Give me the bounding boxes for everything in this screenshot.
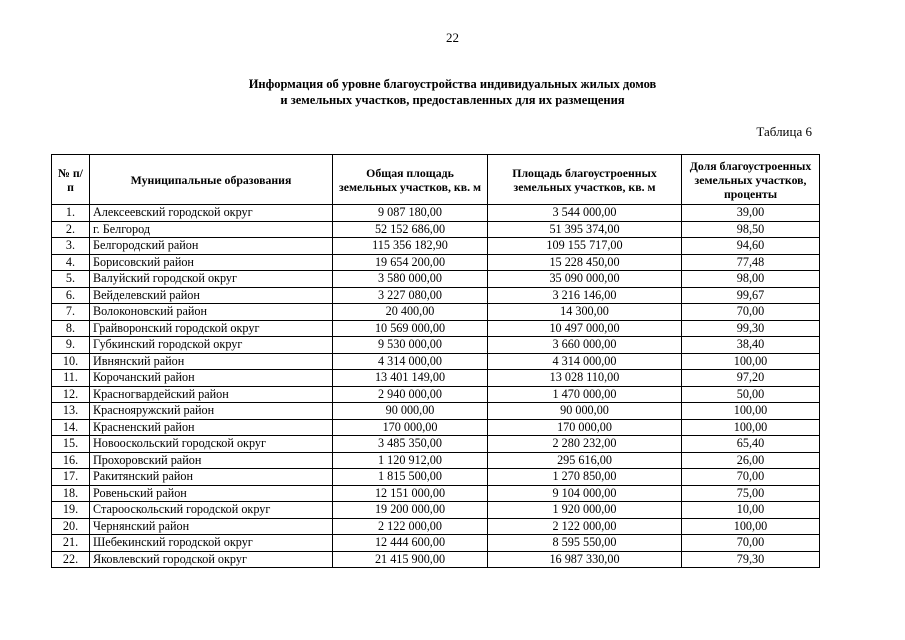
improved-share-cell: 100,00 [682, 419, 820, 436]
table-row [52, 535, 820, 552]
row-number-cell: 14. [52, 419, 90, 436]
municipality-name-cell: Ивнянский район [90, 353, 333, 370]
table-row [52, 370, 820, 387]
improved-share-cell: 98,00 [682, 271, 820, 288]
improved-share-cell: 10,00 [682, 502, 820, 519]
row-number-cell: 19. [52, 502, 90, 519]
improved-area-cell: 4 314 000,00 [488, 353, 682, 370]
improved-area-cell: 9 104 000,00 [488, 485, 682, 502]
row-number-cell: 22. [52, 551, 90, 568]
document-title [0, 76, 905, 108]
total-area-cell: 115 356 182,90 [333, 238, 488, 255]
improved-area-cell: 90 000,00 [488, 403, 682, 420]
row-number-cell: 12. [52, 386, 90, 403]
header-improved-area: Площадь благоустроенных земельных участков, кв. м [488, 155, 682, 205]
improved-share-cell: 94,60 [682, 238, 820, 255]
improved-area-cell: 10 497 000,00 [488, 320, 682, 337]
header-share: Доля благоустроенных земельных участков, проценты [682, 155, 820, 205]
improved-share-cell: 70,00 [682, 535, 820, 552]
total-area-cell: 13 401 149,00 [333, 370, 488, 387]
improved-share-cell: 79,30 [682, 551, 820, 568]
improved-share-cell: 65,40 [682, 436, 820, 453]
improved-share-cell: 75,00 [682, 485, 820, 502]
improved-area-cell: 16 987 330,00 [488, 551, 682, 568]
table-row [52, 403, 820, 420]
row-number-cell: 7. [52, 304, 90, 321]
total-area-cell: 3 227 080,00 [333, 287, 488, 304]
row-number-cell: 4. [52, 254, 90, 271]
table-row [52, 485, 820, 502]
improved-share-cell: 99,30 [682, 320, 820, 337]
table-label: Таблица 6 [756, 124, 812, 139]
row-number-cell: 21. [52, 535, 90, 552]
header-name: Муниципальные образования [90, 155, 333, 205]
municipality-name-cell: г. Белгород [90, 221, 333, 238]
table-row [52, 254, 820, 271]
improved-share-cell: 70,00 [682, 304, 820, 321]
table-row [52, 304, 820, 321]
row-number-cell: 9. [52, 337, 90, 354]
total-area-cell: 3 580 000,00 [333, 271, 488, 288]
row-number-cell: 15. [52, 436, 90, 453]
municipality-name-cell: Прохоровский район [90, 452, 333, 469]
municipality-name-cell: Белгородский район [90, 238, 333, 255]
improved-area-cell: 51 395 374,00 [488, 221, 682, 238]
page-number: 22 [446, 30, 459, 45]
table-row [52, 386, 820, 403]
improved-area-cell: 3 660 000,00 [488, 337, 682, 354]
total-area-cell: 19 654 200,00 [333, 254, 488, 271]
total-area-cell: 1 815 500,00 [333, 469, 488, 486]
municipality-name-cell: Вейделевский район [90, 287, 333, 304]
improved-share-cell: 70,00 [682, 469, 820, 486]
table-body [52, 205, 820, 568]
municipality-name-cell: Алексеевский городской округ [90, 205, 333, 222]
municipality-name-cell: Новооскольский городской округ [90, 436, 333, 453]
total-area-cell: 4 314 000,00 [333, 353, 488, 370]
row-number-cell: 3. [52, 238, 90, 255]
table-row [52, 205, 820, 222]
improved-area-cell: 3 216 146,00 [488, 287, 682, 304]
improved-share-cell: 100,00 [682, 403, 820, 420]
total-area-cell: 170 000,00 [333, 419, 488, 436]
header-num: № п/п [52, 155, 90, 205]
table-row [52, 320, 820, 337]
improved-share-cell: 77,48 [682, 254, 820, 271]
municipality-name-cell: Яковлевский городской округ [90, 551, 333, 568]
table-row [52, 221, 820, 238]
improved-share-cell: 39,00 [682, 205, 820, 222]
municipality-name-cell: Старооскольский городской округ [90, 502, 333, 519]
table-row [52, 452, 820, 469]
improved-share-cell: 99,67 [682, 287, 820, 304]
improved-share-cell: 100,00 [682, 353, 820, 370]
municipality-name-cell: Ровеньский район [90, 485, 333, 502]
improved-area-cell: 3 544 000,00 [488, 205, 682, 222]
row-number-cell: 2. [52, 221, 90, 238]
municipality-name-cell: Краснояружский район [90, 403, 333, 420]
total-area-cell: 3 485 350,00 [333, 436, 488, 453]
improved-area-cell: 14 300,00 [488, 304, 682, 321]
table-row [52, 551, 820, 568]
total-area-cell: 19 200 000,00 [333, 502, 488, 519]
table-row [52, 419, 820, 436]
municipality-name-cell: Красногвардейский район [90, 386, 333, 403]
total-area-cell: 21 415 900,00 [333, 551, 488, 568]
title-line-1: Информация об уровне благоустройства индивидуальных жилых домов [248, 77, 657, 91]
improved-area-cell: 1 920 000,00 [488, 502, 682, 519]
table-row [52, 518, 820, 535]
improved-area-cell: 1 470 000,00 [488, 386, 682, 403]
table-header-row [52, 155, 820, 205]
table-row [52, 469, 820, 486]
row-number-cell: 8. [52, 320, 90, 337]
improved-share-cell: 100,00 [682, 518, 820, 535]
row-number-cell: 17. [52, 469, 90, 486]
table-row [52, 436, 820, 453]
improved-area-cell: 109 155 717,00 [488, 238, 682, 255]
title-line-2: и земельных участков, предоставленных для их размещения [280, 93, 625, 107]
municipality-name-cell: Шебекинский городской округ [90, 535, 333, 552]
total-area-cell: 2 122 000,00 [333, 518, 488, 535]
municipality-name-cell: Борисовский район [90, 254, 333, 271]
improved-area-cell: 2 280 232,00 [488, 436, 682, 453]
improved-share-cell: 97,20 [682, 370, 820, 387]
total-area-cell: 9 087 180,00 [333, 205, 488, 222]
improved-share-cell: 26,00 [682, 452, 820, 469]
municipality-name-cell: Красненский район [90, 419, 333, 436]
municipality-name-cell: Корочанский район [90, 370, 333, 387]
total-area-cell: 12 444 600,00 [333, 535, 488, 552]
total-area-cell: 52 152 686,00 [333, 221, 488, 238]
total-area-cell: 90 000,00 [333, 403, 488, 420]
municipality-name-cell: Ракитянский район [90, 469, 333, 486]
improved-area-cell: 1 270 850,00 [488, 469, 682, 486]
row-number-cell: 6. [52, 287, 90, 304]
row-number-cell: 18. [52, 485, 90, 502]
improved-share-cell: 50,00 [682, 386, 820, 403]
improved-share-cell: 98,50 [682, 221, 820, 238]
total-area-cell: 12 151 000,00 [333, 485, 488, 502]
table-row [52, 271, 820, 288]
total-area-cell: 2 940 000,00 [333, 386, 488, 403]
table-row [52, 502, 820, 519]
total-area-cell: 1 120 912,00 [333, 452, 488, 469]
improved-area-cell: 170 000,00 [488, 419, 682, 436]
row-number-cell: 1. [52, 205, 90, 222]
total-area-cell: 9 530 000,00 [333, 337, 488, 354]
total-area-cell: 10 569 000,00 [333, 320, 488, 337]
municipality-name-cell: Валуйский городской округ [90, 271, 333, 288]
improved-area-cell: 15 228 450,00 [488, 254, 682, 271]
table-row [52, 337, 820, 354]
row-number-cell: 10. [52, 353, 90, 370]
header-total-area: Общая площадь земельных участков, кв. м [333, 155, 488, 205]
improved-area-cell: 13 028 110,00 [488, 370, 682, 387]
table-row [52, 238, 820, 255]
municipality-name-cell: Грайворонский городской округ [90, 320, 333, 337]
row-number-cell: 13. [52, 403, 90, 420]
municipality-name-cell: Чернянский район [90, 518, 333, 535]
table-row [52, 353, 820, 370]
total-area-cell: 20 400,00 [333, 304, 488, 321]
improved-area-cell: 8 595 550,00 [488, 535, 682, 552]
row-number-cell: 20. [52, 518, 90, 535]
improved-area-cell: 2 122 000,00 [488, 518, 682, 535]
improved-area-cell: 35 090 000,00 [488, 271, 682, 288]
row-number-cell: 11. [52, 370, 90, 387]
table-row [52, 287, 820, 304]
municipality-name-cell: Волоконовский район [90, 304, 333, 321]
row-number-cell: 5. [52, 271, 90, 288]
improvement-table [51, 154, 820, 568]
municipality-name-cell: Губкинский городской округ [90, 337, 333, 354]
improved-share-cell: 38,40 [682, 337, 820, 354]
improved-area-cell: 295 616,00 [488, 452, 682, 469]
row-number-cell: 16. [52, 452, 90, 469]
